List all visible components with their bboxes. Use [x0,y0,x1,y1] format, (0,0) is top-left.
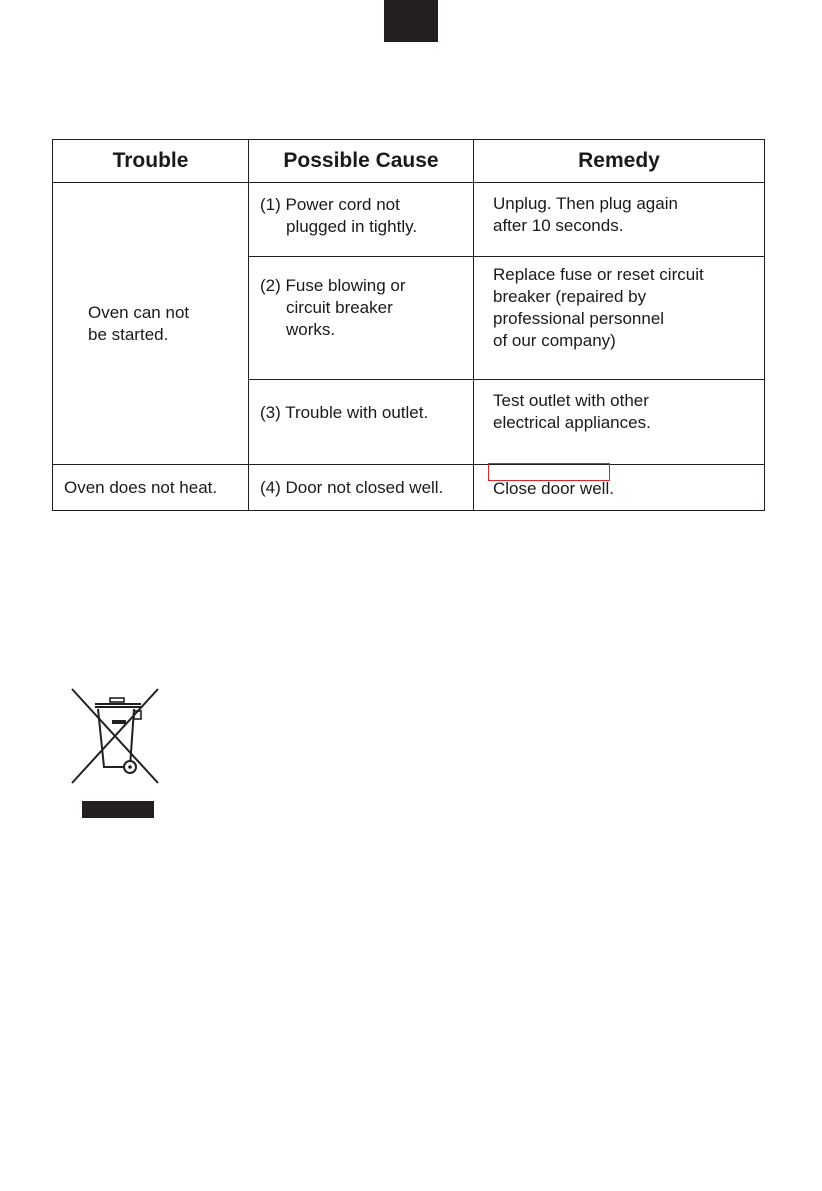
remedy-text: breaker (repaired by [493,287,647,306]
header-possible-cause: Possible Cause [249,140,474,183]
cause-text: plugged in tightly. [286,217,418,236]
remedy-text: of our company) [493,331,616,350]
remedy-text: Replace fuse or reset circuit [493,265,704,284]
cause-text: (2) Fuse blowing or [260,276,406,295]
red-outline-box [488,463,610,481]
header-remedy: Remedy [474,140,765,183]
remedy-cell: Close door well. [474,465,765,511]
page-header-tab [384,0,438,42]
table-header-row [53,140,765,183]
remedy-text: after 10 seconds. [493,216,624,235]
remedy-text: electrical appliances. [493,413,651,432]
table-row [53,465,765,511]
remedy-text: Test outlet with other [493,391,649,410]
troubleshooting-table [52,139,765,511]
cause-cell [249,183,474,257]
cause-cell [249,257,474,380]
cause-text: works. [286,320,336,339]
trouble-text: Oven can not [88,302,190,322]
remedy-cell [474,380,765,465]
trouble-cell-oven-not-heat: Oven does not heat. [53,465,249,511]
cause-text: (1) Power cord not [260,195,400,214]
weee-underline-bar [82,801,154,818]
remedy-text: professional personnel [493,309,665,328]
remedy-cell [474,183,765,257]
trouble-text: be started. [88,324,169,344]
cause-text: circuit breaker [286,298,393,317]
cause-cell [249,380,474,465]
header-trouble: Trouble [53,140,249,183]
remedy-cell [474,257,765,380]
crossed-out-wheelie-bin-icon [68,687,164,787]
trouble-cell-oven-not-start [53,183,249,465]
table-row [53,183,765,257]
cause-text: (3) Trouble with outlet. [260,403,429,422]
cause-cell: (4) Door not closed well. [249,465,474,511]
remedy-text: Unplug. Then plug again [493,194,678,213]
